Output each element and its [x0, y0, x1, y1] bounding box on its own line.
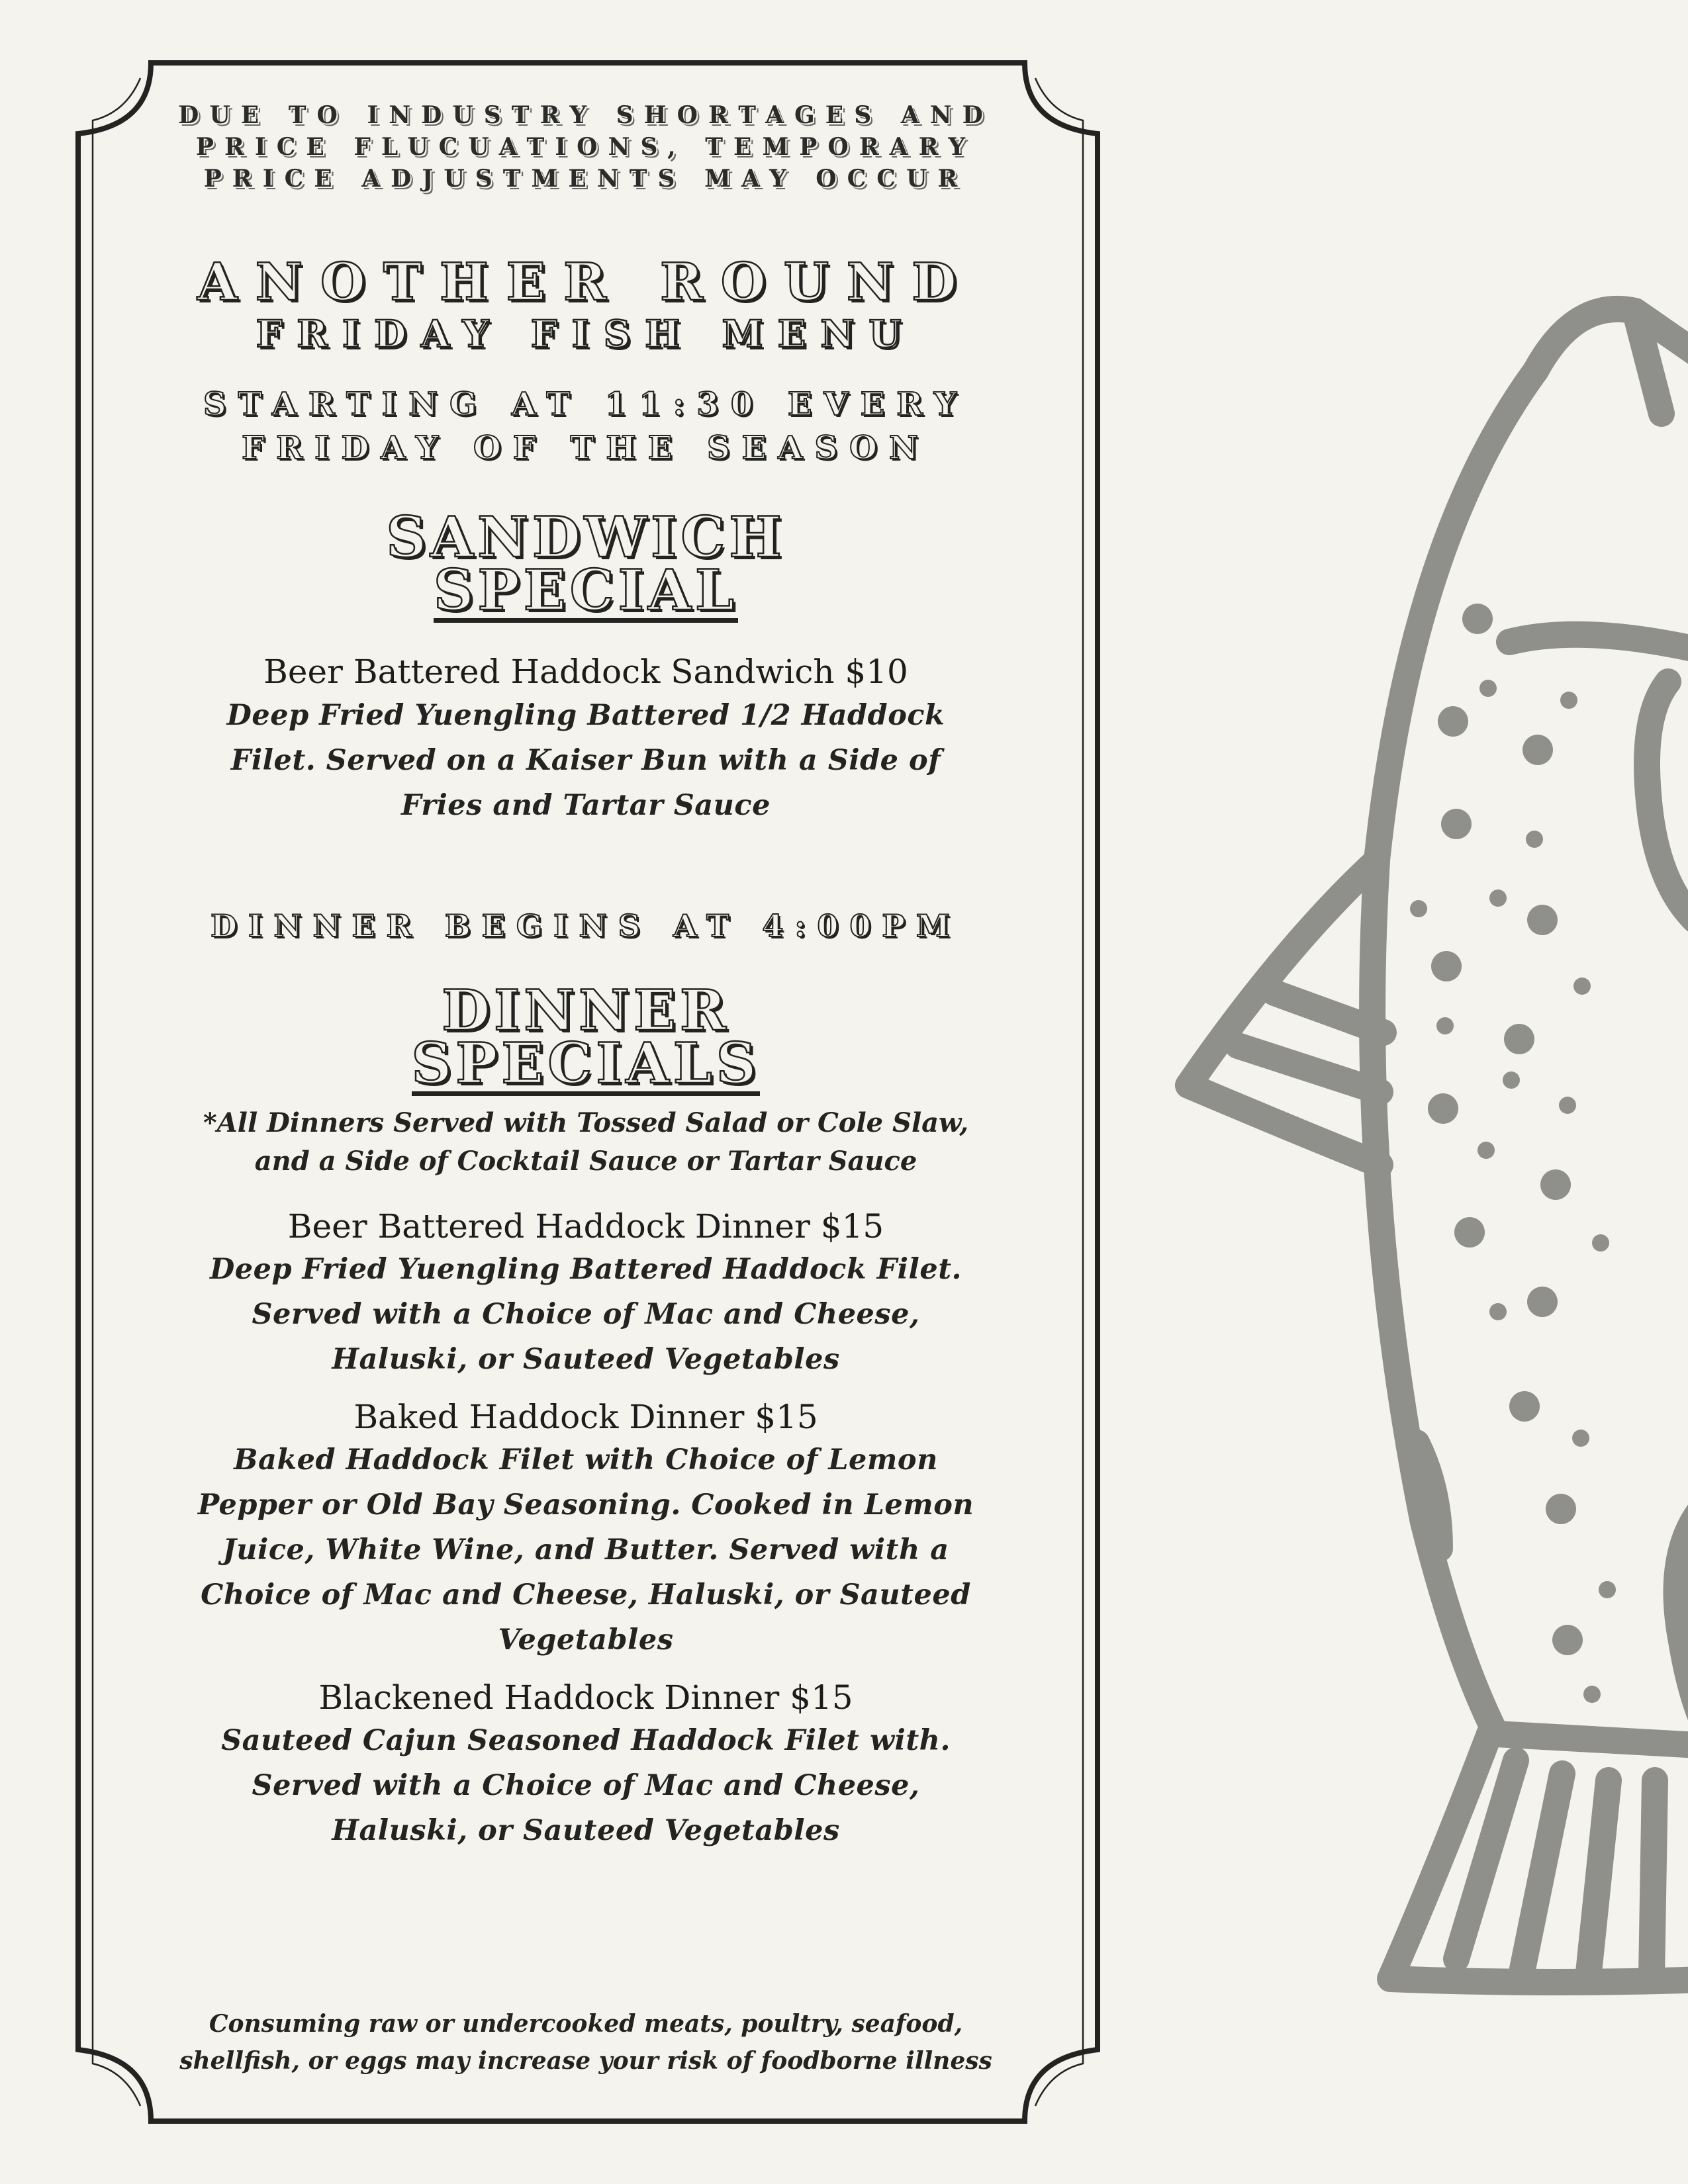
- dinner-start-time: DINNER BEGINS AT 4:00PM: [211, 908, 961, 944]
- disclaimer-line: Consuming raw or undercooked meats, poultry, seafood,: [209, 2010, 963, 2038]
- dinner-note: [172, 1104, 1000, 1181]
- dinner-specials-heading: [172, 978, 1000, 1096]
- start-time-info: [172, 383, 1000, 470]
- description-line: Deep Fried Yuengling Battered 1/2 Haddock: [226, 699, 945, 732]
- sandwich-special-heading: [172, 504, 1000, 623]
- description-line: Fries and Tartar Sauce: [401, 789, 771, 822]
- description-line: Deep Fried Yuengling Battered Haddock Filet.: [209, 1253, 962, 1286]
- item-description: [172, 1718, 1000, 1853]
- menu-item: [172, 651, 1000, 828]
- note-line: *All Dinners Served with Tossed Salad or Cole Slaw,: [203, 1107, 969, 1138]
- menu-panel: [172, 99, 1000, 1853]
- heading-line: SPECIALS: [411, 1030, 761, 1096]
- heading-line: SANDWICH: [386, 504, 786, 570]
- item-name: Blackened Haddock Dinner $15: [318, 1678, 853, 1717]
- description-line: Served with a Choice of Mac and Cheese,: [252, 1769, 920, 1802]
- description-line: Juice, White Wine, and Butter. Served with a: [222, 1533, 949, 1567]
- description-line: Baked Haddock Filet with Choice of Lemon: [234, 1443, 938, 1477]
- note-line: and a Side of Cocktail Sauce or Tartar Sauce: [254, 1146, 917, 1177]
- disclaimer-line: shellfish, or eggs may increase your risk of foodborne illness: [179, 2047, 992, 2075]
- item-name: Beer Battered Haddock Dinner $15: [287, 1207, 884, 1246]
- description-line: Sauteed Cajun Seasoned Haddock Filet with.: [221, 1724, 951, 1757]
- item-description: [172, 1437, 1000, 1662]
- menu-title: ANOTHER ROUND: [197, 252, 974, 312]
- item-name: Baked Haddock Dinner $15: [353, 1398, 818, 1436]
- start-time-line: FRIDAY OF THE SEASON: [242, 430, 930, 467]
- description-line: Pepper or Old Bay Seasoning. Cooked in Lemon: [197, 1488, 974, 1522]
- heading-line: DINNER: [442, 978, 730, 1043]
- price-notice-line: PRICE FLUCUATIONS, TEMPORARY: [195, 133, 976, 161]
- description-line: Vegetables: [498, 1623, 674, 1657]
- menu-item: [172, 1677, 1000, 1853]
- description-line: Haluski, or Sauteed Vegetables: [332, 1814, 840, 1847]
- item-description: [172, 1247, 1000, 1382]
- description-line: Filet. Served on a Kaiser Bun with a Side of: [230, 744, 941, 777]
- health-disclaimer: [172, 2005, 1000, 2079]
- item-name: Beer Battered Haddock Sandwich $10: [263, 653, 908, 691]
- description-line: Haluski, or Sauteed Vegetables: [332, 1343, 840, 1376]
- heading-line: SPECIAL: [433, 557, 739, 623]
- price-notice-line: PRICE ADJUSTMENTS MAY OCCUR: [203, 165, 968, 193]
- description-line: Choice of Mac and Cheese, Haluski, or Sauteed: [201, 1578, 971, 1612]
- item-description: [172, 693, 1000, 828]
- price-notice: [172, 99, 1000, 195]
- price-notice-line: DUE TO INDUSTRY SHORTAGES AND: [178, 101, 994, 129]
- start-time-line: STARTING AT 11:30 EVERY: [203, 386, 968, 423]
- description-line: Served with a Choice of Mac and Cheese,: [252, 1298, 920, 1331]
- menu-item: [172, 1396, 1000, 1662]
- menu-item: [172, 1206, 1000, 1382]
- menu-subtitle: FRIDAY FISH MENU: [256, 312, 916, 356]
